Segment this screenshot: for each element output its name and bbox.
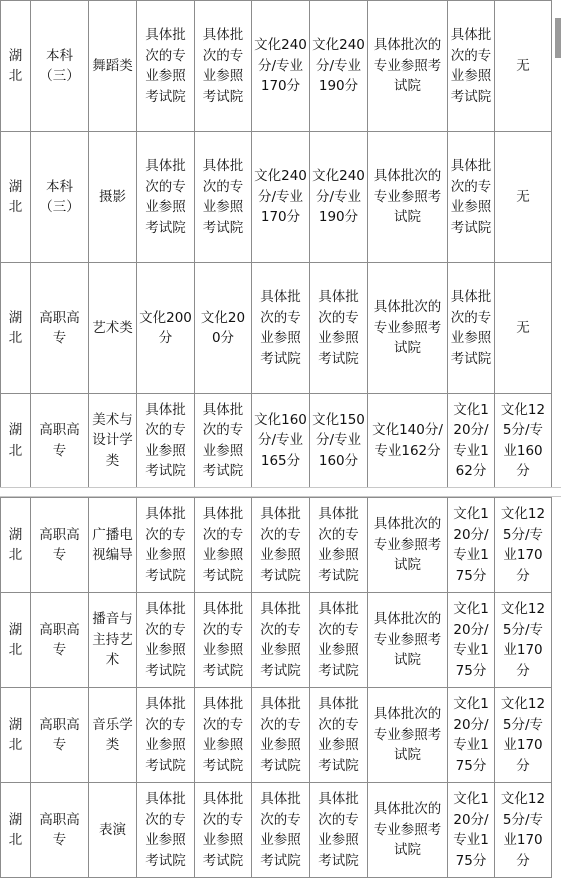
req-g-cell: 文化125分/专业170分 [495,498,552,593]
req-f-cell: 具体批次的专业参照考试院 [448,132,495,263]
batch-cell: 高职高专 [31,688,89,783]
batch-cell: 高职高专 [31,263,89,394]
province-cell: 湖北 [1,688,31,783]
major-cell: 美术与设计学类 [89,394,137,488]
req-a-cell: 具体批次的专业参照考试院 [137,688,195,783]
req-b-cell: 具体批次的专业参照考试院 [195,688,252,783]
req-b-cell: 具体批次的专业参照考试院 [195,132,252,263]
major-cell: 艺术类 [89,263,137,394]
req-e-cell: 具体批次的专业参照考试院 [368,1,448,132]
req-f-cell: 文化120分/专业175分 [448,498,495,593]
score-table-part-2 [0,497,552,878]
page-edge-mark [555,18,561,58]
req-e-cell: 具体批次的专业参照考试院 [368,498,448,593]
req-e-cell: 具体批次的专业参照考试院 [368,263,448,394]
province-cell: 湖北 [1,394,31,488]
req-a-cell: 具体批次的专业参照考试院 [137,1,195,132]
major-cell: 广播电视编导 [89,498,137,593]
batch-cell: 高职高专 [31,593,89,688]
req-g-cell: 无 [495,1,552,132]
req-d-cell: 文化240分/专业190分 [310,132,368,263]
req-e-cell: 具体批次的专业参照考试院 [368,783,448,878]
major-cell: 播音与主持艺术 [89,593,137,688]
major-cell: 表演 [89,783,137,878]
page-break [0,487,561,497]
major-cell: 舞蹈类 [89,1,137,132]
req-d-cell: 文化150分/专业160分 [310,394,368,488]
req-a-cell: 文化200分 [137,263,195,394]
table-row [1,688,552,783]
req-b-cell: 具体批次的专业参照考试院 [195,498,252,593]
req-d-cell: 文化240分/专业190分 [310,1,368,132]
req-e-cell: 具体批次的专业参照考试院 [368,132,448,263]
req-a-cell: 具体批次的专业参照考试院 [137,498,195,593]
batch-cell: 高职高专 [31,783,89,878]
req-c-cell: 文化240分/专业170分 [252,1,310,132]
province-cell: 湖北 [1,1,31,132]
table-row [1,498,552,593]
req-a-cell: 具体批次的专业参照考试院 [137,593,195,688]
province-cell: 湖北 [1,132,31,263]
req-b-cell: 具体批次的专业参照考试院 [195,783,252,878]
req-e-cell: 文化140分/专业162分 [368,394,448,488]
province-cell: 湖北 [1,263,31,394]
req-a-cell: 具体批次的专业参照考试院 [137,394,195,488]
req-e-cell: 具体批次的专业参照考试院 [368,593,448,688]
batch-cell: 高职高专 [31,394,89,488]
req-g-cell: 文化125分/专业170分 [495,688,552,783]
req-f-cell: 文化120分/专业175分 [448,783,495,878]
req-d-cell: 具体批次的专业参照考试院 [310,688,368,783]
req-c-cell: 文化240分/专业170分 [252,132,310,263]
province-cell: 湖北 [1,593,31,688]
req-c-cell: 具体批次的专业参照考试院 [252,263,310,394]
req-c-cell: 具体批次的专业参照考试院 [252,498,310,593]
table-row [1,263,552,394]
req-d-cell: 具体批次的专业参照考试院 [310,498,368,593]
req-f-cell: 具体批次的专业参照考试院 [448,1,495,132]
req-e-cell: 具体批次的专业参照考试院 [368,688,448,783]
req-d-cell: 具体批次的专业参照考试院 [310,783,368,878]
batch-cell: 高职高专 [31,498,89,593]
req-d-cell: 具体批次的专业参照考试院 [310,593,368,688]
req-b-cell: 具体批次的专业参照考试院 [195,394,252,488]
req-c-cell: 具体批次的专业参照考试院 [252,783,310,878]
req-b-cell: 具体批次的专业参照考试院 [195,1,252,132]
req-d-cell: 具体批次的专业参照考试院 [310,263,368,394]
major-cell: 摄影 [89,132,137,263]
batch-cell: 本科（三） [31,1,89,132]
table-row [1,783,552,878]
province-cell: 湖北 [1,783,31,878]
table-row [1,132,552,263]
req-g-cell: 文化125分/专业170分 [495,593,552,688]
req-f-cell: 文化120分/专业175分 [448,593,495,688]
table-row [1,593,552,688]
major-cell: 音乐学类 [89,688,137,783]
req-g-cell: 无 [495,132,552,263]
req-g-cell: 文化125分/专业170分 [495,783,552,878]
req-f-cell: 文化120分/专业175分 [448,688,495,783]
req-g-cell: 无 [495,263,552,394]
req-a-cell: 具体批次的专业参照考试院 [137,132,195,263]
province-cell: 湖北 [1,498,31,593]
req-g-cell: 文化125分/专业160分 [495,394,552,488]
table-row [1,1,552,132]
table-row [1,394,552,488]
req-b-cell: 文化200分 [195,263,252,394]
req-a-cell: 具体批次的专业参照考试院 [137,783,195,878]
req-b-cell: 具体批次的专业参照考试院 [195,593,252,688]
req-c-cell: 具体批次的专业参照考试院 [252,688,310,783]
req-f-cell: 具体批次的专业参照考试院 [448,263,495,394]
batch-cell: 本科（三） [31,132,89,263]
req-f-cell: 文化120分/专业162分 [448,394,495,488]
req-c-cell: 具体批次的专业参照考试院 [252,593,310,688]
req-c-cell: 文化160分/专业165分 [252,394,310,488]
